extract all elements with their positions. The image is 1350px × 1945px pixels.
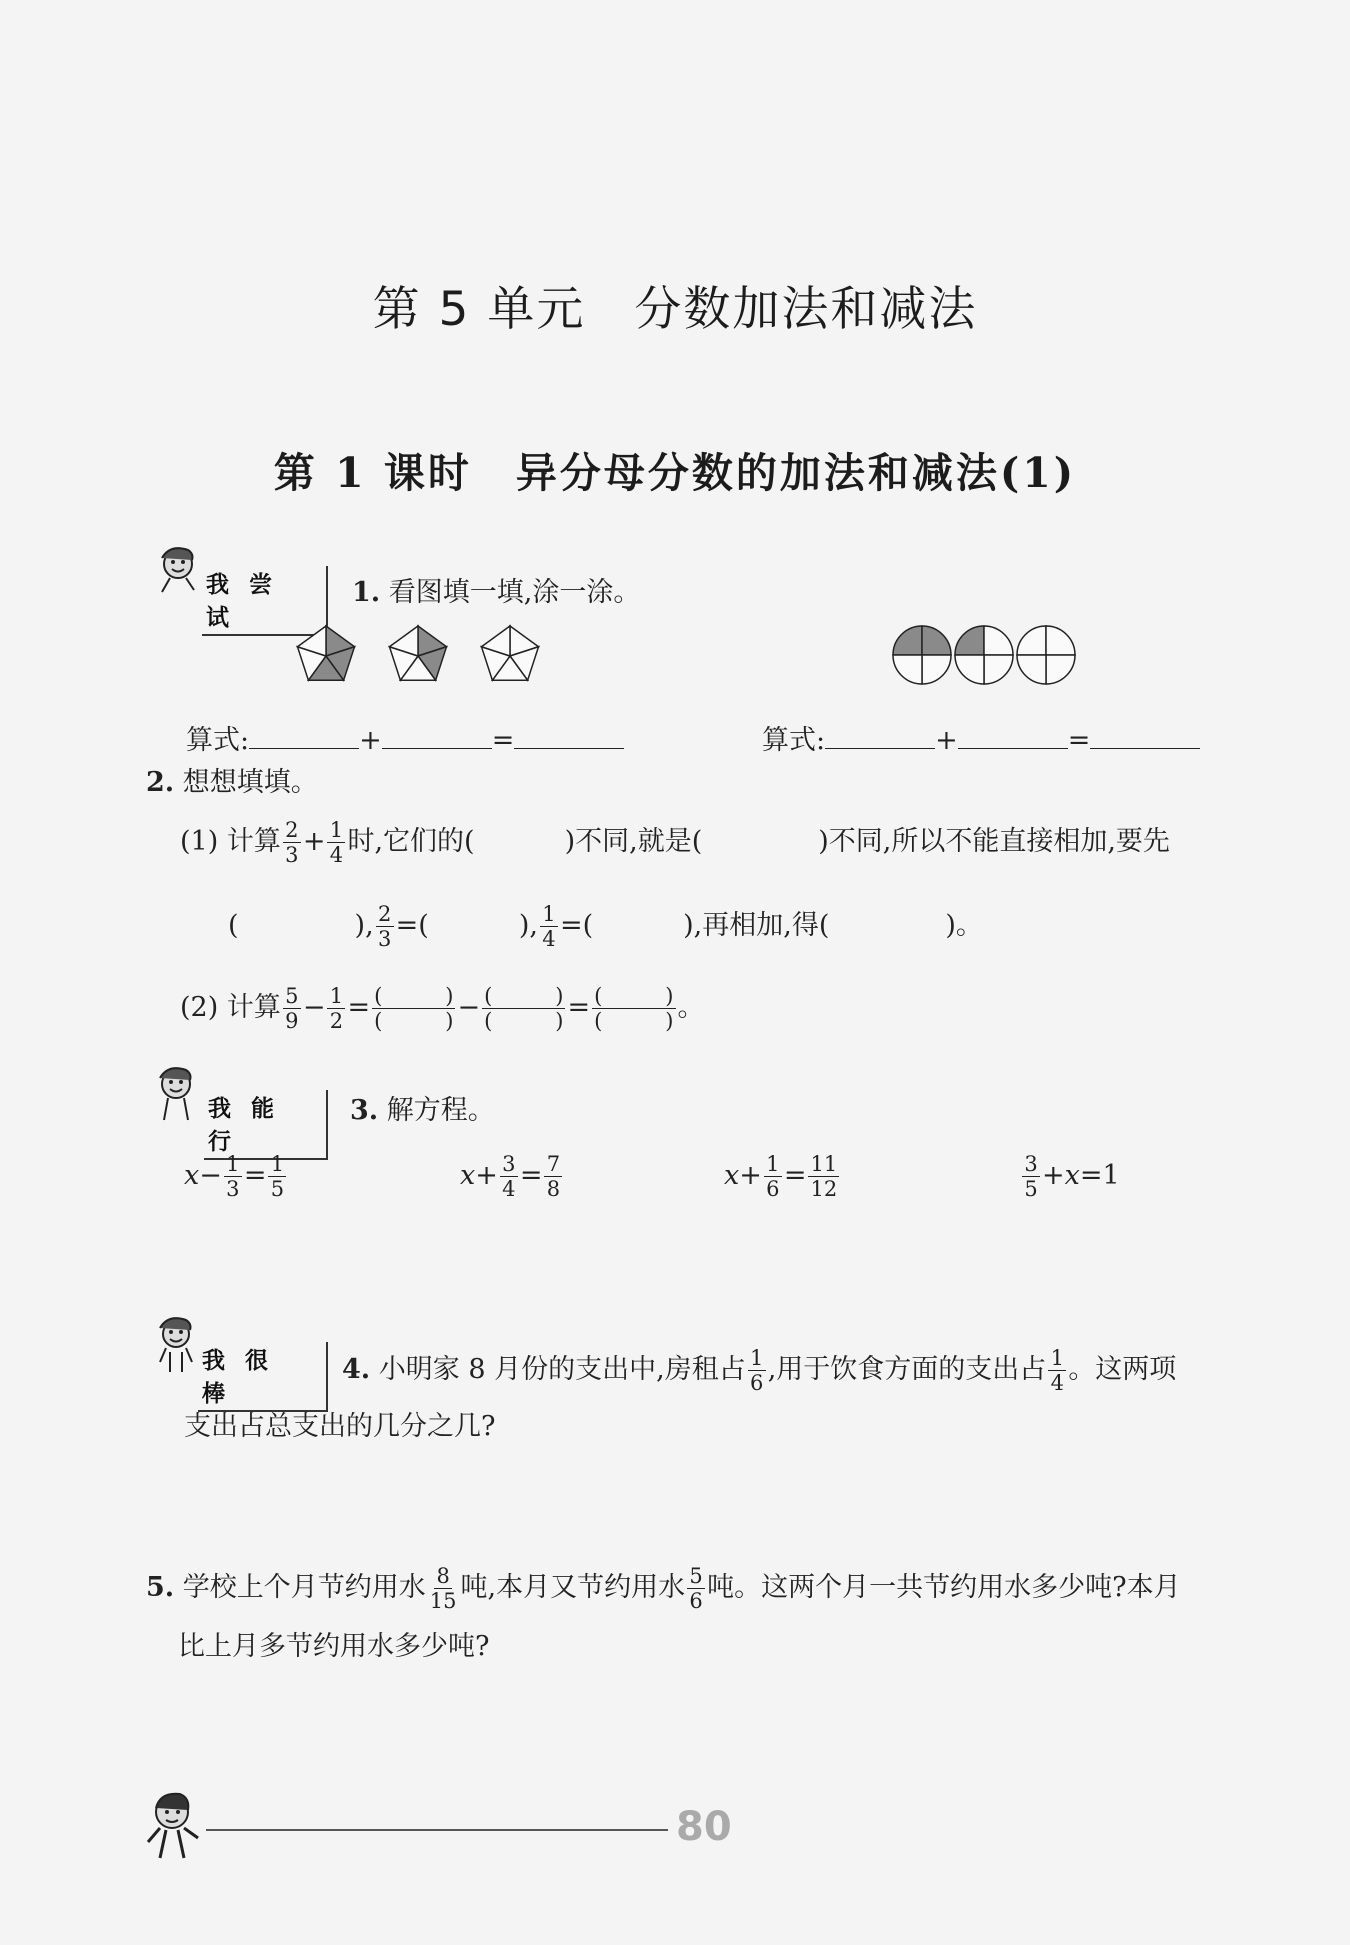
equals-sign: = bbox=[1067, 725, 1091, 756]
q5-text-segment: 吨。这两个月一共节约用水多少吨?本月 bbox=[707, 1572, 1181, 1603]
blank-fraction[interactable]: $\frac{( )}{( )}$ bbox=[374, 984, 454, 1033]
q5-line2: 比上月多节约用水多少吨? bbox=[178, 1631, 490, 1662]
plus-sign: + bbox=[359, 725, 382, 756]
minus-sign: − bbox=[457, 992, 481, 1023]
q4-line2: 支出占总支出的几分之几? bbox=[184, 1411, 496, 1442]
q2-text-segment: =( bbox=[559, 910, 594, 941]
fraction: $\frac{1}{2}$ bbox=[327, 984, 345, 1033]
q5-text-segment: 学校上个月节约用水 bbox=[182, 1572, 426, 1603]
section-label-great: 我 很 棒 bbox=[198, 1342, 328, 1412]
answer-blank[interactable] bbox=[382, 722, 492, 749]
answer-blank[interactable] bbox=[249, 722, 359, 749]
q2-text-segment: 。 bbox=[677, 992, 705, 1023]
circle-sector bbox=[922, 655, 951, 684]
plus-sign: + bbox=[935, 725, 958, 756]
q2-text-segment: )不同,所以不能直接相加,要先 bbox=[818, 826, 1170, 857]
circle-sector bbox=[955, 626, 984, 655]
q1-number: 1. bbox=[352, 577, 381, 608]
section-badge-great bbox=[148, 1312, 328, 1407]
fraction: $\frac{1}{3}$ bbox=[224, 1152, 242, 1201]
section-badge-can bbox=[148, 1062, 328, 1155]
section-label-can: 我 能 行 bbox=[204, 1090, 328, 1160]
q3-text: 解方程。 bbox=[386, 1095, 495, 1126]
blank-fraction[interactable]: $\frac{( )}{( )}$ bbox=[594, 984, 674, 1033]
equation-1: x− $\frac{1}{3}$ = $\frac{1}{5}$ bbox=[184, 1152, 288, 1201]
equation-3: x+ $\frac{1}{6}$ = $\frac{11}{12}$ bbox=[724, 1152, 838, 1201]
blank-fraction[interactable]: $\frac{( )}{( )}$ bbox=[484, 984, 564, 1033]
q2-part1-line2 bbox=[228, 902, 983, 951]
q2-heading bbox=[146, 766, 318, 800]
fraction: $\frac{1}{6}$ bbox=[748, 1346, 766, 1395]
section-label-try: 我 尝 试 bbox=[202, 566, 328, 636]
fraction: $\frac{3}{5}$ bbox=[1022, 1152, 1040, 1201]
circle-sector bbox=[984, 655, 1013, 684]
q2-text-segment: )。 bbox=[945, 910, 983, 941]
q2-text-segment: ( bbox=[228, 910, 239, 941]
fraction: $\frac{1}{6}$ bbox=[764, 1152, 782, 1201]
q4-text-segment: 小明家 8 月份的支出中,房租占 bbox=[378, 1354, 746, 1385]
cartoon-girl-icon bbox=[148, 1062, 204, 1126]
circle-sector bbox=[955, 655, 984, 684]
formula-label: 算式: bbox=[186, 725, 250, 756]
circle-sector bbox=[1017, 655, 1046, 684]
fraction: $\frac{7}{8}$ bbox=[544, 1152, 562, 1201]
formula-label: 算式: bbox=[762, 725, 826, 756]
q3-number: 3. bbox=[350, 1095, 379, 1126]
pentagon-figures bbox=[290, 620, 550, 690]
minus-sign: − bbox=[302, 992, 326, 1023]
fraction: $\frac{2}{3}$ bbox=[376, 902, 394, 951]
answer-blank[interactable] bbox=[958, 722, 1068, 749]
equals-sign: = bbox=[347, 992, 371, 1023]
circle-sector bbox=[893, 626, 922, 655]
q1-formula-right bbox=[762, 722, 1200, 758]
circle-sector bbox=[1017, 626, 1046, 655]
plus-sign: + bbox=[302, 826, 326, 857]
q5-text-segment: 吨,本月又节约用水 bbox=[460, 1572, 686, 1603]
q4-text-segment: 。这两项 bbox=[1068, 1354, 1177, 1385]
circle-figures bbox=[890, 622, 1090, 688]
unit-title: 第 5 单元 分数加法和减法 bbox=[372, 282, 978, 337]
fraction: $\frac{1}{4}$ bbox=[1048, 1346, 1066, 1395]
fraction: $\frac{2}{3}$ bbox=[283, 818, 301, 867]
fraction: $\frac{1}{4}$ bbox=[327, 818, 345, 867]
q2-text-segment: ), bbox=[518, 910, 538, 941]
q1-text: 看图填一填,涂一涂。 bbox=[388, 577, 641, 608]
q2-text-segment: 时,它们的( bbox=[347, 826, 475, 857]
fraction: $\frac{3}{4}$ bbox=[500, 1152, 518, 1201]
equation-4: $\frac{3}{5}$ +x=1 bbox=[1020, 1152, 1120, 1201]
q4-number: 4. bbox=[342, 1354, 371, 1385]
q5-number: 5. bbox=[146, 1572, 175, 1603]
cartoon-girl-icon bbox=[148, 1312, 204, 1376]
circle-sector bbox=[1046, 655, 1075, 684]
q2-text-segment: )不同,就是( bbox=[564, 826, 703, 857]
cartoon-girl-icon bbox=[148, 540, 204, 600]
q2-text-segment: =( bbox=[395, 910, 429, 941]
q2-text-segment: ), bbox=[354, 910, 374, 941]
equals-sign: = bbox=[491, 725, 515, 756]
answer-blank[interactable] bbox=[1090, 722, 1200, 749]
fraction: $\frac{5}{9}$ bbox=[283, 984, 301, 1033]
circle-sector bbox=[1046, 626, 1075, 655]
q2-part2 bbox=[180, 984, 705, 1033]
q4-text-segment: ,用于饮食方面的支出占 bbox=[767, 1354, 1047, 1385]
fraction: $\frac{1}{5}$ bbox=[268, 1152, 286, 1201]
q3-heading bbox=[350, 1094, 495, 1128]
fraction: $\frac{5}{6}$ bbox=[687, 1564, 705, 1613]
circle-sector bbox=[984, 626, 1013, 655]
q2-p1-prefix: (1) 计算 bbox=[180, 826, 281, 857]
footer-divider bbox=[206, 1829, 668, 1831]
answer-blank[interactable] bbox=[825, 722, 935, 749]
circle-sector bbox=[922, 626, 951, 655]
lesson-title: 第 1 课时 异分母分数的加法和减法(1) bbox=[273, 449, 1077, 497]
q4-line1 bbox=[342, 1346, 1176, 1395]
page-number: 80 bbox=[676, 1804, 732, 1850]
q2-number: 2. bbox=[146, 767, 175, 798]
fraction: $\frac{8}{15}$ bbox=[429, 1564, 457, 1613]
cartoon-boy-icon bbox=[140, 1786, 210, 1866]
q2-part1-line1 bbox=[180, 818, 1170, 867]
fraction: $\frac{11}{12}$ bbox=[810, 1152, 838, 1201]
q5-line1 bbox=[146, 1564, 1181, 1613]
q1-formula-left bbox=[186, 722, 624, 758]
q1-heading bbox=[352, 576, 640, 610]
answer-blank[interactable] bbox=[514, 722, 624, 749]
equals-sign: = bbox=[567, 992, 591, 1023]
q2-text: 想想填填。 bbox=[182, 767, 318, 798]
q2-p2-prefix: (2) 计算 bbox=[180, 992, 281, 1023]
circle-sector bbox=[893, 655, 922, 684]
q2-text-segment: ),再相加,得( bbox=[683, 910, 830, 941]
fraction: $\frac{1}{4}$ bbox=[540, 902, 558, 951]
section-badge-try bbox=[148, 540, 328, 631]
equation-2: x+ $\frac{3}{4}$ = $\frac{7}{8}$ bbox=[460, 1152, 564, 1201]
